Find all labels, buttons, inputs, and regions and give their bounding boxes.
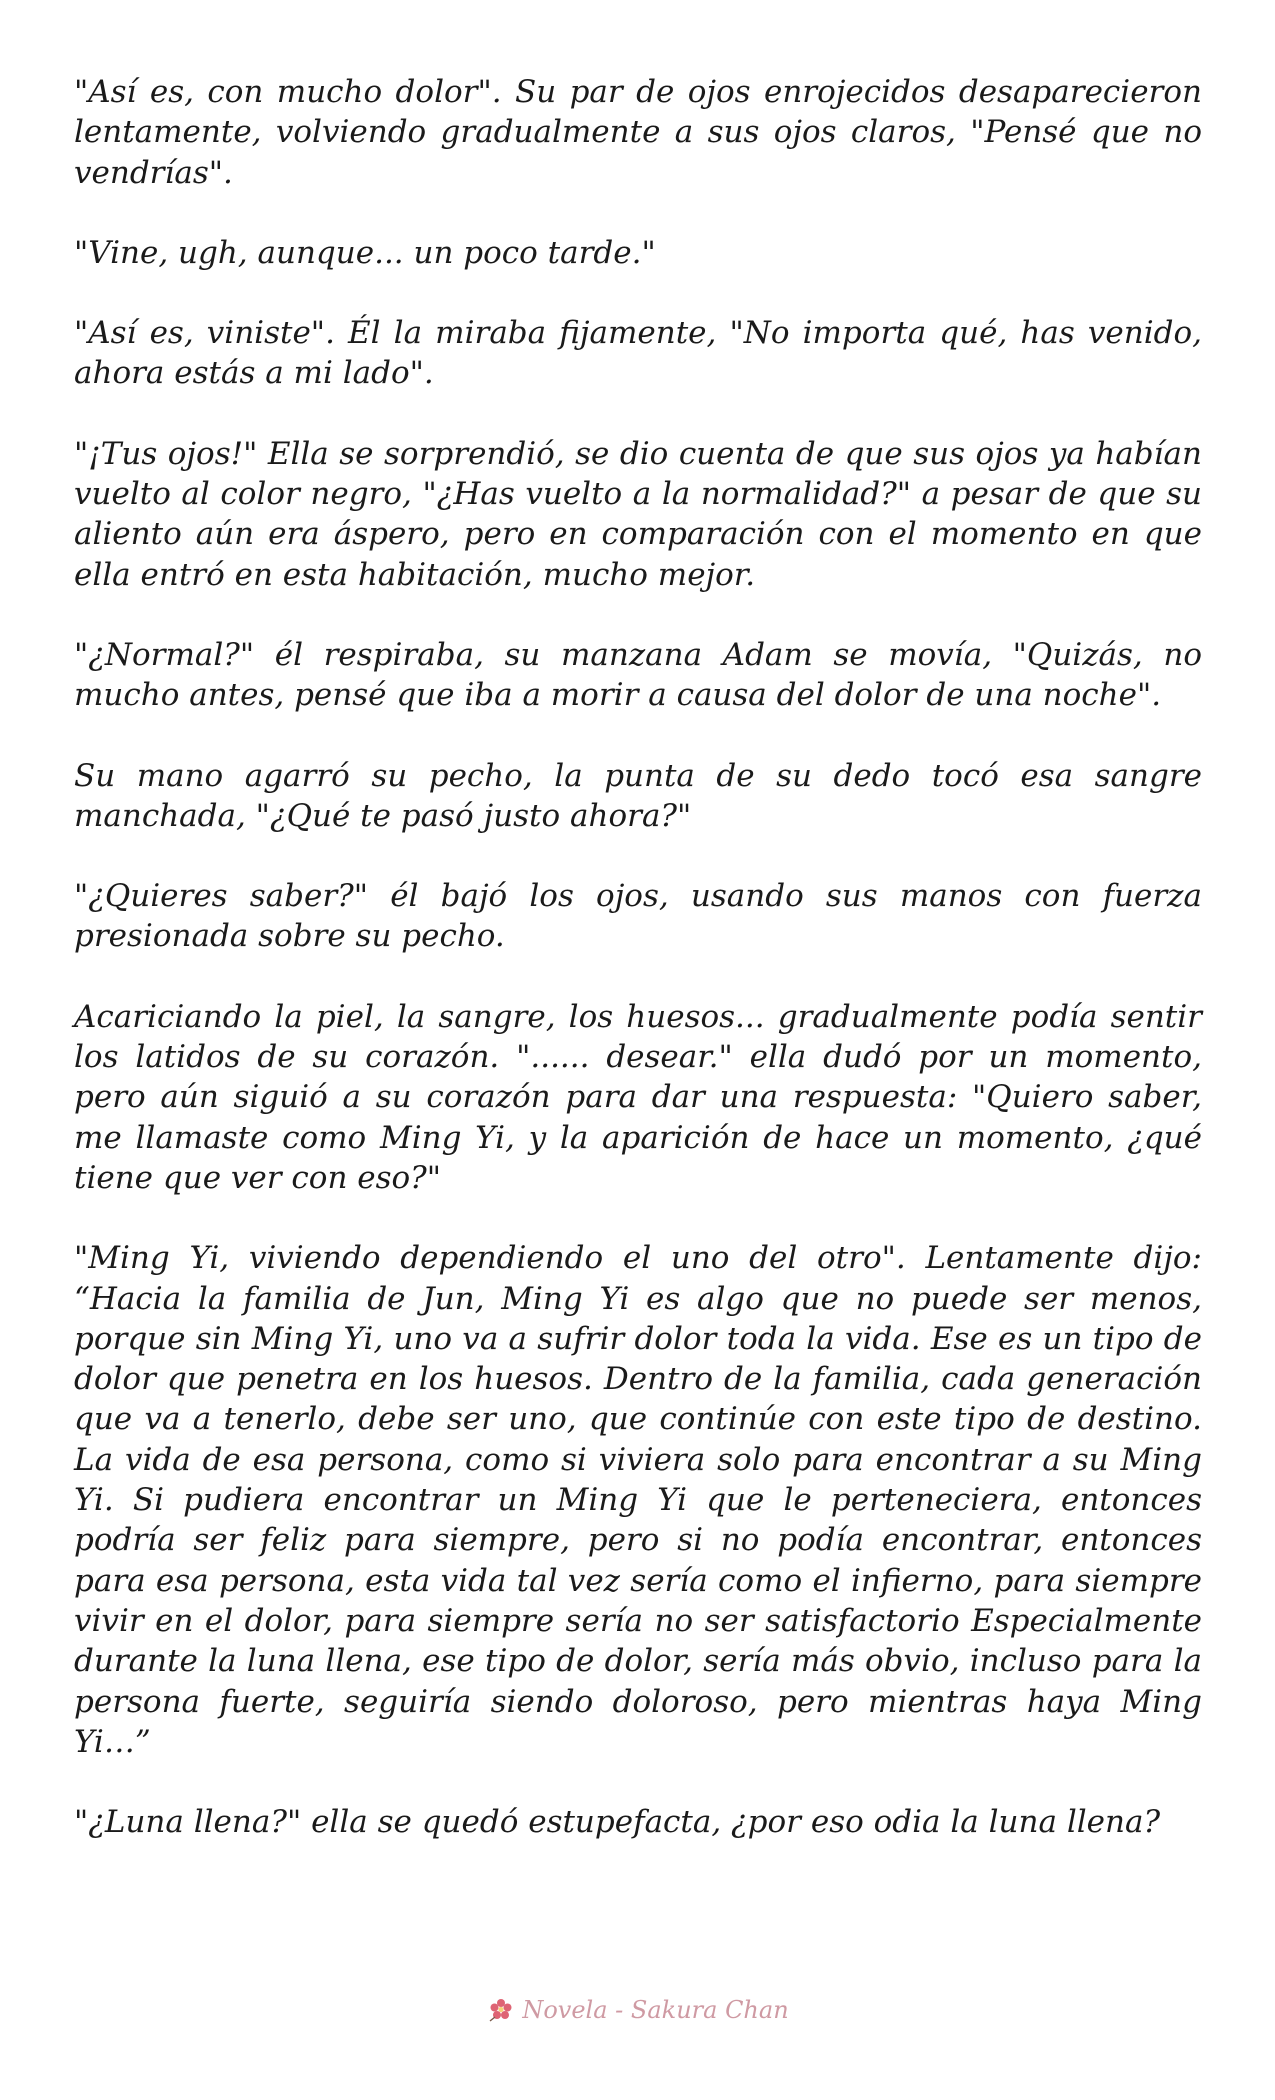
paragraph-3: "Así es, viniste". Él la miraba fijamente, "No importa qué, has venido, ahora estás a mi lado". <box>74 315 1202 392</box>
paragraph-10: "¿Luna llena?" ella se quedó estupefacta, ¿por eso odia la luna llena? <box>74 1804 1161 1841</box>
paragraph-7: "¿Quieres saber?" él bajó los ojos, usando sus manos con fuerza presionada sobre su pecho. <box>74 878 1202 955</box>
paragraph-6: Su mano agarró su pecho, la punta de su dedo tocó esa sangre manchada, "¿Qué te pasó justo ahora?" <box>74 757 1202 834</box>
paragraph-9: "Ming Yi, viviendo dependiendo el uno del otro". Lentamente dijo: “Hacia la familia de Jun, Ming Yi es algo que no puede ser menos, porque sin Ming Yi, uno va a sufrir dolor toda la vida. Ese es un tipo de dolor que penetra en los huesos. Dentro de la familia, cada generación que va a tenerlo, debe ser uno, que continúe con este tipo de destino. La vida de esa persona, como si viviera solo para encontrar a su Ming Yi. Si pudiera encontrar un Ming Yi que le perteneciera, entonces podría ser feliz para siempre, pero si no podía encontrar, entonces para esa persona, esta vida tal vez sería como el infierno, para siempre vivir en el dolor, para siempre sería no ser satisfactorio Especialmente durante la luna llena, ese tipo de dolor, sería más obvio, incluso para la persona fuerte, seguiría siendo doloroso, pero mientras haya Ming Yi…” <box>74 1240 1202 1760</box>
footer-text: Novela - Sakura Chan <box>522 1996 789 2024</box>
paragraph-2: "Vine, ugh, aunque... un poco tarde." <box>74 234 656 271</box>
paragraph-4: "¡Tus ojos!" Ella se sorprendió, se dio cuenta de que sus ojos ya habían vuelto al color negro, "¿Has vuelto a la normalidad?" a pesar de que su aliento aún era áspero, pero en comparación con el momento en que ella entró en esta habitación, mucho mejor. <box>74 435 1202 593</box>
document-body <box>74 72 1202 1882</box>
paragraph-1: "Así es, con mucho dolor". Su par de ojos enrojecidos desaparecieron lentamente, volviendo gradualmente a sus ojos claros, "Pensé que no vendrías". <box>74 74 1202 191</box>
paragraph-5: "¿Normal?" él respiraba, su manzana Adam se movía, "Quizás, no mucho antes, pensé que iba a morir a causa del dolor de una noche". <box>74 636 1202 714</box>
sakura-flower-icon <box>486 1995 516 2025</box>
footer-watermark <box>0 1990 1275 2030</box>
paragraph-8: Acariciando la piel, la sangre, los huesos... gradualmente podía sentir los latidos de su corazón. "...... desear." ella dudó por un momento, pero aún siguió a su corazón para dar una respuesta: "Quiero saber, me llamaste como Ming Yi, y la aparición de hace un momento, ¿qué tiene que ver con eso?" <box>74 998 1202 1196</box>
